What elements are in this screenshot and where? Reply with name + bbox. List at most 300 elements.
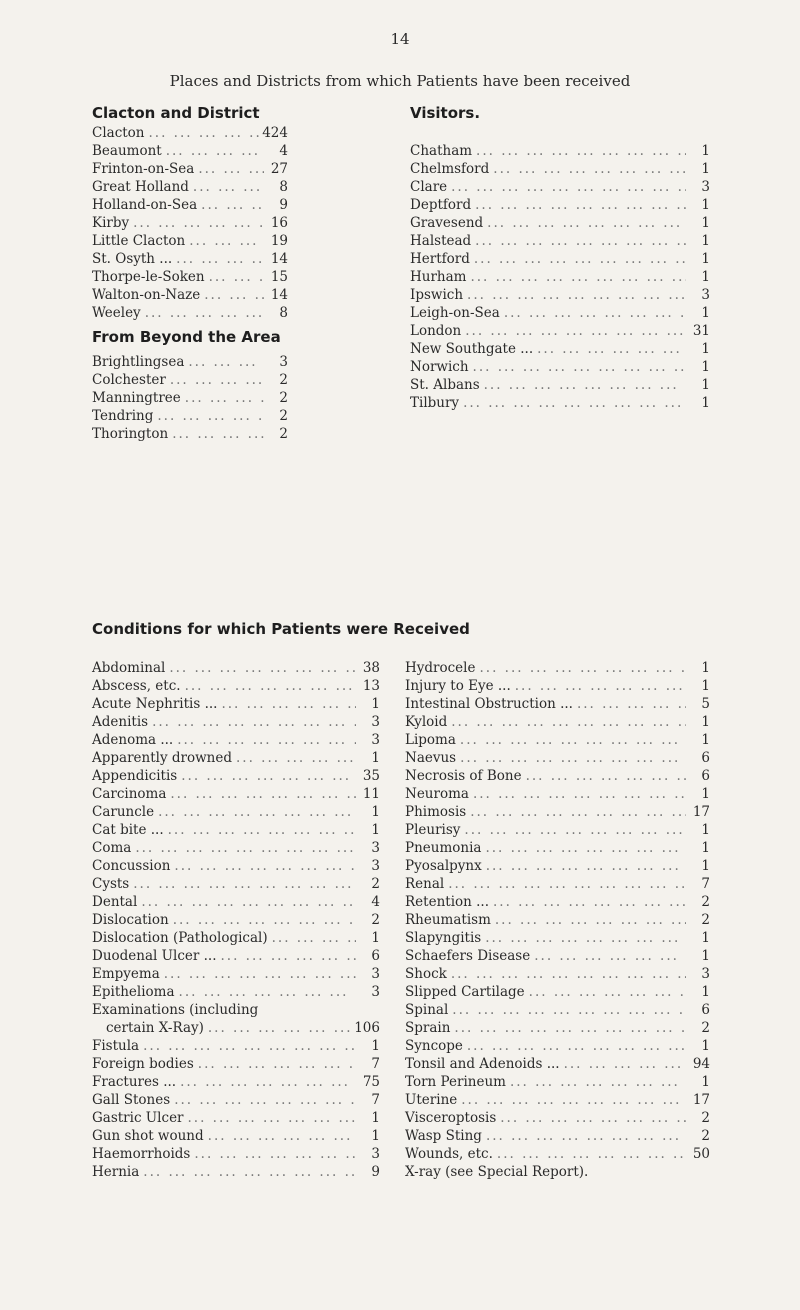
row-value: 1	[701, 984, 710, 1000]
row-label: Pyosalpynx	[405, 858, 482, 874]
table-row	[405, 929, 710, 947]
row-value: 1	[371, 696, 380, 712]
leader-dots	[217, 947, 357, 965]
row-label: Empyema	[92, 966, 160, 982]
row-value: 2	[701, 1110, 710, 1126]
table-row	[405, 1091, 710, 1109]
row-label: Dislocation (Pathological)	[92, 930, 268, 946]
row-value: 35	[362, 768, 380, 784]
table-row	[405, 893, 710, 911]
row-value: 2	[371, 912, 380, 928]
table-row	[92, 1109, 380, 1127]
leader-dots	[175, 983, 356, 1001]
row-label: Haemorrhoids	[92, 1146, 191, 1162]
row-value: 5	[701, 696, 710, 712]
leader-dots	[162, 142, 264, 160]
table-row	[410, 214, 710, 232]
table-row	[92, 1037, 380, 1055]
table-row	[92, 389, 288, 407]
leader-dots	[493, 1145, 686, 1163]
row-value: 1	[371, 930, 380, 946]
xray-footnote: X-ray (see Special Report).	[405, 1164, 589, 1180]
table-row	[92, 1019, 380, 1037]
leader-dots	[466, 268, 686, 286]
table-row	[410, 160, 710, 178]
row-label: Rheumatism	[405, 912, 491, 928]
leader-dots	[189, 178, 264, 196]
leader-dots	[450, 1019, 686, 1037]
leader-dots	[457, 1091, 686, 1109]
leader-dots	[500, 304, 686, 322]
row-label: Syncope	[405, 1038, 463, 1054]
leader-dots	[472, 142, 686, 160]
leader-dots	[131, 839, 356, 857]
row-value: 1	[701, 786, 710, 802]
row-label: Pleurisy	[405, 822, 461, 838]
leader-dots	[204, 1019, 354, 1037]
leader-dots	[197, 196, 264, 214]
row-label: Phimosis	[405, 804, 467, 820]
table-row	[92, 821, 380, 839]
table-row	[410, 304, 710, 322]
leader-dots	[506, 1073, 686, 1091]
leader-dots	[166, 785, 356, 803]
table-row	[405, 785, 710, 803]
row-label: Retention ...	[405, 894, 489, 910]
leader-dots	[184, 1109, 356, 1127]
row-value: 2	[701, 894, 710, 910]
leader-dots	[168, 425, 264, 443]
table-row	[92, 749, 380, 767]
leader-dots	[522, 767, 686, 785]
row-label: Intestinal Obstruction ...	[405, 696, 573, 712]
leader-dots	[466, 803, 686, 821]
leader-dots	[560, 1055, 686, 1073]
leader-dots	[489, 893, 686, 911]
leader-dots	[511, 677, 686, 695]
row-value: 1	[701, 930, 710, 946]
leader-dots	[176, 1073, 356, 1091]
row-value: 3	[371, 840, 380, 856]
table-row	[410, 286, 710, 304]
row-value: 1	[701, 251, 710, 267]
table-row	[92, 695, 380, 713]
row-value: 17	[692, 804, 710, 820]
row-value: 6	[701, 1002, 710, 1018]
row-label: Naevus	[405, 750, 457, 766]
leader-dots	[200, 286, 264, 304]
row-value: 1	[701, 359, 710, 375]
row-value: 1	[371, 804, 380, 820]
row-value: 19	[270, 233, 288, 249]
table-row	[92, 875, 380, 893]
row-value: 1	[701, 143, 710, 159]
table-row	[92, 893, 380, 911]
table-row	[92, 659, 380, 677]
leader-dots	[165, 659, 356, 677]
row-value: 4	[371, 894, 380, 910]
table-row	[92, 713, 380, 731]
row-label: Slapyngitis	[405, 930, 482, 946]
leader-dots	[459, 394, 686, 412]
row-value: 1	[701, 377, 710, 393]
table-row	[405, 749, 710, 767]
row-value: 3	[701, 179, 710, 195]
row-label: Wounds, etc.	[405, 1146, 493, 1162]
leader-dots	[194, 160, 264, 178]
row-label: Gravesend	[410, 215, 484, 231]
leader-dots	[469, 785, 686, 803]
row-label: Gastric Ulcer	[92, 1110, 184, 1126]
row-label: Clacton	[92, 125, 145, 141]
leader-dots	[232, 749, 356, 767]
row-value: 1	[701, 269, 710, 285]
row-value: 2	[279, 372, 288, 388]
clacton-district-heading: Clacton and District	[92, 104, 260, 122]
row-label: certain X-Ray)	[106, 1020, 204, 1036]
row-value: 1	[371, 1128, 380, 1144]
leader-dots	[137, 893, 356, 911]
leader-dots	[177, 767, 356, 785]
table-row	[405, 1073, 710, 1091]
row-value: 14	[270, 287, 288, 303]
row-label: Injury to Eye ...	[405, 678, 511, 694]
page-number: 14	[390, 30, 410, 48]
table-row	[92, 268, 288, 286]
leader-dots	[481, 929, 686, 947]
table-row	[410, 196, 710, 214]
leader-dots	[154, 803, 356, 821]
table-row	[92, 160, 288, 178]
table-row	[92, 286, 288, 304]
row-value: 3	[279, 354, 288, 370]
leader-dots	[460, 821, 686, 839]
leader-dots	[129, 875, 356, 893]
leader-dots	[483, 214, 686, 232]
leader-dots	[170, 1091, 356, 1109]
table-row	[405, 731, 710, 749]
row-label: Hertford	[410, 251, 470, 267]
leader-dots	[172, 250, 264, 268]
row-label: Hernia	[92, 1164, 140, 1180]
row-value: 14	[270, 251, 288, 267]
table-row	[92, 731, 380, 749]
row-label: St. Albans	[410, 377, 480, 393]
row-value: 11	[362, 786, 380, 802]
row-value: 1	[701, 858, 710, 874]
row-label: Norwich	[410, 359, 469, 375]
row-label: Visceroptosis	[405, 1110, 497, 1126]
row-value: 9	[371, 1164, 380, 1180]
table-row	[410, 232, 710, 250]
row-label: New Southgate ...	[410, 341, 534, 357]
conditions-left-list	[92, 659, 380, 1181]
row-value: 9	[279, 197, 288, 213]
leader-dots	[129, 214, 264, 232]
leader-dots	[496, 1109, 686, 1127]
row-label: Tilbury	[410, 395, 460, 411]
row-label: Brightlingsea	[92, 354, 185, 370]
row-value: 75	[362, 1074, 380, 1090]
row-label: Clare	[410, 179, 448, 195]
row-label: Gun shot wound	[92, 1128, 204, 1144]
table-row	[405, 803, 710, 821]
leader-dots	[268, 929, 356, 947]
row-value: 1	[701, 714, 710, 730]
table-row	[405, 695, 710, 713]
leader-dots	[530, 947, 686, 965]
leader-dots	[194, 1055, 356, 1073]
table-row	[405, 839, 710, 857]
row-label: Cat bite ...	[92, 822, 164, 838]
row-value: 424	[262, 125, 288, 141]
table-row	[92, 425, 288, 443]
leader-dots	[482, 1127, 686, 1145]
leader-dots	[480, 376, 686, 394]
row-label: Appendicitis	[92, 768, 178, 784]
row-label: Coma	[92, 840, 132, 856]
row-value: 106	[354, 1020, 380, 1036]
table-row	[92, 947, 380, 965]
row-value: 31	[692, 323, 710, 339]
leader-dots	[160, 965, 356, 983]
table-row	[92, 965, 380, 983]
row-label: Concussion	[92, 858, 171, 874]
table-row	[92, 232, 288, 250]
table-row	[405, 1019, 710, 1037]
table-row	[92, 353, 288, 371]
row-label: St. Osyth ...	[92, 251, 173, 267]
leader-dots	[184, 353, 264, 371]
row-value: 2	[279, 408, 288, 424]
row-value: 6	[701, 768, 710, 784]
row-label: Schaefers Disease	[405, 948, 531, 964]
table-row	[405, 857, 710, 875]
table-row	[410, 376, 710, 394]
leader-dots	[164, 821, 356, 839]
row-value: 3	[371, 966, 380, 982]
table-row	[405, 821, 710, 839]
row-label: Acute Nephritis ...	[92, 696, 218, 712]
row-value: 2	[701, 1128, 710, 1144]
leader-dots	[471, 232, 686, 250]
leader-dots	[170, 857, 356, 875]
row-value: 3	[371, 732, 380, 748]
row-value: 50	[692, 1146, 710, 1162]
table-row	[92, 839, 380, 857]
leader-dots	[204, 1127, 356, 1145]
row-value: 1	[701, 305, 710, 321]
row-value: 1	[701, 161, 710, 177]
row-label: Uterine	[405, 1092, 458, 1108]
leader-dots	[141, 304, 264, 322]
table-row	[92, 767, 380, 785]
row-value: 17	[692, 1092, 710, 1108]
row-label: Abscess, etc.	[92, 678, 181, 694]
leader-dots	[533, 340, 686, 358]
row-value: 1	[701, 660, 710, 676]
row-label: Examinations (including	[92, 1002, 259, 1018]
leader-dots	[471, 196, 686, 214]
row-value: 3	[371, 984, 380, 1000]
table-row	[410, 268, 710, 286]
leader-dots	[205, 268, 264, 286]
leader-dots	[470, 250, 686, 268]
table-row	[92, 1127, 380, 1145]
leader-dots	[463, 286, 686, 304]
row-value: 3	[701, 287, 710, 303]
row-label: Adenoma ...	[92, 732, 174, 748]
table-row	[405, 947, 710, 965]
row-label: Carcinoma	[92, 786, 167, 802]
leader-dots	[489, 160, 686, 178]
table-row	[92, 1073, 380, 1091]
leader-dots	[482, 857, 686, 875]
row-label: Chatham	[410, 143, 473, 159]
row-value: 2	[701, 912, 710, 928]
table-row	[405, 1037, 710, 1055]
row-label: Kyloid	[405, 714, 448, 730]
row-value: 1	[701, 215, 710, 231]
leader-dots	[525, 983, 686, 1001]
row-label: Holland-on-Sea	[92, 197, 198, 213]
row-value: 1	[701, 732, 710, 748]
table-row	[92, 196, 288, 214]
table-row	[410, 178, 710, 196]
leader-dots	[469, 358, 686, 376]
row-label: Gall Stones	[92, 1092, 171, 1108]
row-value: 1	[701, 233, 710, 249]
row-value: 1	[701, 678, 710, 694]
leader-dots	[481, 839, 686, 857]
row-label: Hydrocele	[405, 660, 476, 676]
row-label: Torn Perineum	[405, 1074, 506, 1090]
table-row	[92, 1163, 380, 1181]
table-row	[92, 803, 380, 821]
table-row	[405, 767, 710, 785]
row-label: Necrosis of Bone	[405, 768, 522, 784]
leader-dots	[217, 695, 356, 713]
row-label: Colchester	[92, 372, 166, 388]
table-row	[405, 659, 710, 677]
leader-dots	[463, 1037, 686, 1055]
table-row	[405, 1145, 710, 1163]
row-label: Thorington	[92, 426, 169, 442]
table-row	[410, 322, 710, 340]
row-label: Manningtree	[92, 390, 181, 406]
table-row	[410, 142, 710, 160]
table-row	[92, 1145, 380, 1163]
row-value: 3	[371, 858, 380, 874]
table-row	[92, 250, 288, 268]
row-value: 15	[270, 269, 288, 285]
row-label: Thorpe-le-Soken	[92, 269, 205, 285]
leader-dots	[461, 322, 686, 340]
table-row	[405, 713, 710, 731]
table-row	[410, 358, 710, 376]
table-row	[92, 857, 380, 875]
table-row	[92, 371, 288, 389]
row-label: Wasp Sting	[405, 1128, 482, 1144]
row-label: Kirby	[92, 215, 130, 231]
row-value: 3	[371, 1146, 380, 1162]
row-value: 1	[701, 840, 710, 856]
row-value: 1	[371, 822, 380, 838]
row-label: Abdominal	[92, 660, 166, 676]
leader-dots	[148, 713, 356, 731]
row-label: Deptford	[410, 197, 472, 213]
row-value: 27	[270, 161, 288, 177]
table-row	[405, 965, 710, 983]
leader-dots	[447, 965, 686, 983]
row-value: 38	[362, 660, 380, 676]
row-label: Pneumonia	[405, 840, 482, 856]
row-value: 1	[701, 197, 710, 213]
table-row	[92, 929, 380, 947]
row-value: 8	[279, 179, 288, 195]
row-label: Caruncle	[92, 804, 155, 820]
row-label: Fractures ...	[92, 1074, 177, 1090]
row-value: 1	[701, 395, 710, 411]
clacton-district-list	[92, 124, 288, 322]
row-value: 1	[701, 948, 710, 964]
table-row	[92, 677, 380, 695]
row-value: 2	[701, 1020, 710, 1036]
leader-dots	[139, 1163, 356, 1181]
row-value: 1	[701, 1038, 710, 1054]
leader-dots	[491, 911, 686, 929]
table-row	[92, 178, 288, 196]
leader-dots	[190, 1145, 356, 1163]
row-label: Walton-on-Naze	[92, 287, 201, 303]
table-row	[92, 1001, 380, 1019]
row-label: Tonsil and Adenoids ...	[405, 1056, 560, 1072]
leader-dots	[139, 1037, 356, 1055]
leader-dots	[447, 713, 686, 731]
table-row	[410, 250, 710, 268]
table-row	[405, 875, 710, 893]
row-value: 7	[371, 1092, 380, 1108]
leader-dots	[145, 124, 263, 142]
row-value: 7	[701, 876, 710, 892]
leader-dots	[573, 695, 686, 713]
row-label: Frinton-on-Sea	[92, 161, 195, 177]
table-row	[405, 677, 710, 695]
table-row	[92, 407, 288, 425]
table-row	[92, 1055, 380, 1073]
row-label: Fistula	[92, 1038, 140, 1054]
table-row	[92, 304, 288, 322]
row-label: Adenitis	[92, 714, 149, 730]
row-value: 2	[279, 426, 288, 442]
leader-dots	[181, 389, 264, 407]
row-value: 1	[371, 1038, 380, 1054]
leader-dots	[475, 659, 686, 677]
row-label: Dental	[92, 894, 138, 910]
table-row	[405, 983, 710, 1001]
row-label: Halstead	[410, 233, 472, 249]
leader-dots	[153, 407, 264, 425]
row-label: Shock	[405, 966, 447, 982]
row-label: Chelmsford	[410, 161, 490, 177]
row-value: 1	[701, 341, 710, 357]
row-label: Leigh-on-Sea	[410, 305, 500, 321]
row-value: 13	[362, 678, 380, 694]
leader-dots	[448, 1001, 686, 1019]
row-label: Beaumont	[92, 143, 162, 159]
row-value: 6	[701, 750, 710, 766]
row-label: Cysts	[92, 876, 130, 892]
